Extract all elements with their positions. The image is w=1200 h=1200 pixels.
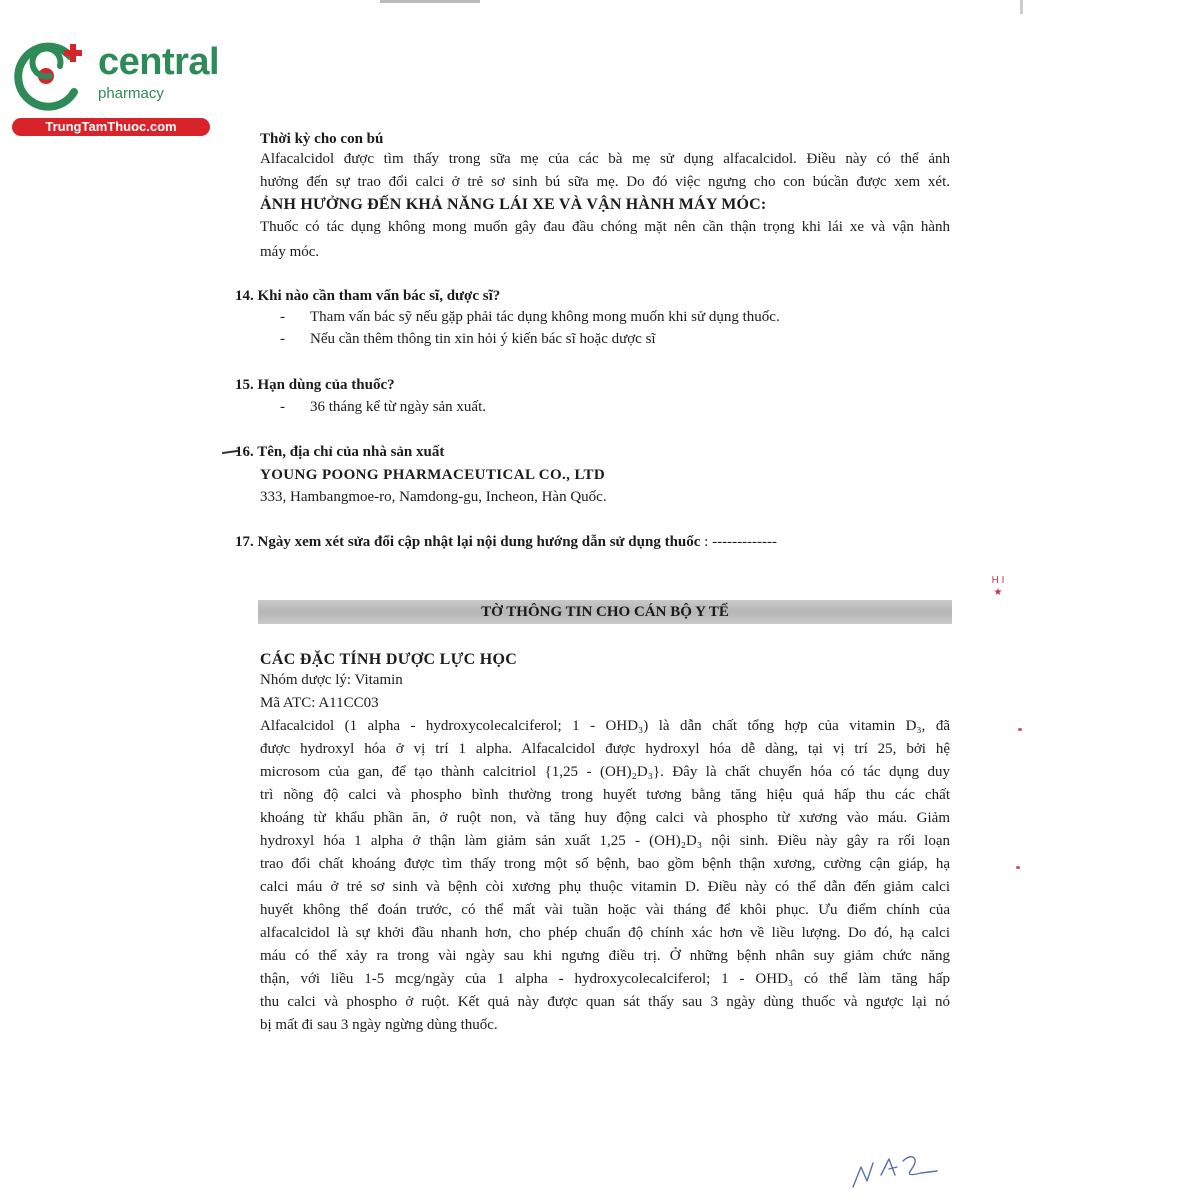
driving-line: Thuốc có tác dụng không mong muốn gây đau đầu chóng mặt nên cần thận trọng khi lái xe và vận hành: [260, 219, 950, 235]
paragraph-line: thận, với liều 1-5 mcg/ngày của 1 alpha - hydroxycolecalciferol; 1 - OHD₃ có thể làm tăng hấp: [260, 971, 950, 987]
paragraph-line: khoáng từ khẩu phần ăn, ở ruột non, và tăng huy động calci và phospho từ xương vào máu. Giảm: [260, 810, 950, 826]
section-15-title: 15. Hạn dùng của thuốc?: [235, 377, 395, 393]
bullet-dash: -: [280, 331, 285, 347]
section-16-title: 16. Tên, địa chỉ của nhà sản xuất: [235, 444, 445, 460]
scan-mark: [1018, 728, 1022, 731]
paragraph-line: máu có thể xảy ra trong vài ngày sau khi ngưng điều trị. Ở những bệnh nhân suy giảm chức năng: [260, 948, 950, 964]
section-17-title: [235, 531, 777, 554]
driving-line: máy móc.: [260, 244, 320, 260]
pharmacy-cross-icon: [10, 36, 94, 114]
bullet-dash: -: [280, 399, 285, 415]
pharmacology-group: Nhóm dược lý: Vitamin: [260, 672, 403, 688]
paragraph-line: microsom của gan, để tạo thành calcitriol {1,25 - (OH)₂D₃}. Đây là chất chuyển hóa có tác dụng duy: [260, 764, 950, 780]
list-item: 36 tháng kể từ ngày sản xuất.: [310, 399, 487, 415]
section-banner: TỜ THÔNG TIN CHO CÁN BỘ Y TẾ: [258, 600, 952, 624]
breastfeeding-line: hưởng đến sự trao đổi calci ở trẻ sơ sinh bú sữa mẹ. Do đó việc ngưng cho con búcần được xem xét.: [260, 174, 950, 190]
breastfeeding-title: Thời kỳ cho con bú: [260, 131, 384, 147]
driving-title: ẢNH HƯỞNG ĐẾN KHẢ NĂNG LÁI XE VÀ VẬN HÀNH MÁY MÓC:: [260, 196, 767, 213]
scan-mark: [1016, 866, 1020, 869]
section-17-title-text: 17. Ngày xem xét sửa đổi cập nhật lại nội dung hướng dẫn sử dụng thuốc: [235, 534, 701, 550]
paragraph-line: Alfacalcidol (1 alpha - hydroxycolecalciferol; 1 - OHD₃) là dẫn chất tổng hợp của vitamin D₃, đã: [260, 718, 950, 734]
breastfeeding-line: Alfacalcidol được tìm thấy trong sữa mẹ của các bà mẹ sử dụng alfacalcidol. Điều này có thể ảnh: [260, 151, 950, 167]
signature: [845, 1145, 945, 1190]
paragraph-line: alfacalcidol là sự khởi đầu nhanh hơn, cho phép chuẩn độ chính xác hơn về liều lượng. Do đó, hạ calci: [260, 925, 950, 941]
manufacturer-address: 333, Hambangmoe-ro, Namdong-gu, Incheon, Hàn Quốc.: [260, 489, 607, 505]
scan-artifact: [380, 0, 480, 3]
paragraph-line: bị mất đi sau 3 ngày ngừng dùng thuốc.: [260, 1017, 498, 1033]
paragraph-line: được hydroxyl hóa ở vị trí 1 alpha. Alfacalcidol được hydroxyl hóa dễ dàng, tại vị trí 25, bởi hệ: [260, 741, 950, 757]
pharmacology-title: CÁC ĐẶC TÍNH DƯỢC LỰC HỌC: [260, 651, 518, 668]
central-pharmacy-logo[interactable]: [10, 36, 225, 136]
list-item: Nếu cần thêm thông tin xin hỏi ý kiến bác sĩ hoặc dược sĩ: [310, 331, 656, 347]
paragraph-line: trao đổi chất khoáng được tìm thấy trong một số bệnh, bao gồm bệnh thận xương, cường cận giáp, hạ: [260, 856, 950, 872]
bullet-dash: -: [280, 309, 285, 325]
section-14-title: 14. Khi nào cần tham vấn bác sĩ, dược sĩ?: [235, 288, 501, 304]
logo-tagline: pharmacy: [98, 85, 164, 102]
list-item: Tham vấn bác sỹ nếu gặp phải tác dụng không mong muốn khi sử dụng thuốc.: [310, 309, 780, 325]
paragraph-line: huyết không thể đoán trước, có thể mất vài tuần hoặc vài tháng để khôi phục. Ưu điểm chính của: [260, 902, 950, 918]
paragraph-line: trì nồng độ calci và phospho bình thường trong huyết tương bằng tăng hiệu quả hấp thu các chất: [260, 787, 950, 803]
logo-brand: central: [98, 41, 220, 83]
pharmacology-atc: Mã ATC: A11CC03: [260, 695, 379, 711]
side-stamp: H I ★: [991, 575, 1005, 598]
paragraph-line: thu calci và phospho ở ruột. Kết quả này được quan sát thấy sau 3 ngày dùng thuốc và ngược lại nó: [260, 994, 950, 1010]
scan-artifact: [1020, 0, 1023, 14]
paragraph-line: hydroxyl hóa 1 alpha ở thận làm giảm sản xuất 1,25 - (OH)₂D₃ nội sinh. Điều này gây ra rối loạn: [260, 833, 950, 849]
logo-site: TrungTamThuoc.com: [12, 118, 210, 136]
manufacturer-name: YOUNG POONG PHARMACEUTICAL CO., LTD: [260, 467, 606, 483]
paragraph-line: calci máu ở trẻ sơ sinh và bệnh còi xương phụ thuộc vitamin D. Điều này có thể dẫn đến giảm calci: [260, 879, 950, 895]
section-17-suffix: : -------------: [700, 534, 778, 550]
